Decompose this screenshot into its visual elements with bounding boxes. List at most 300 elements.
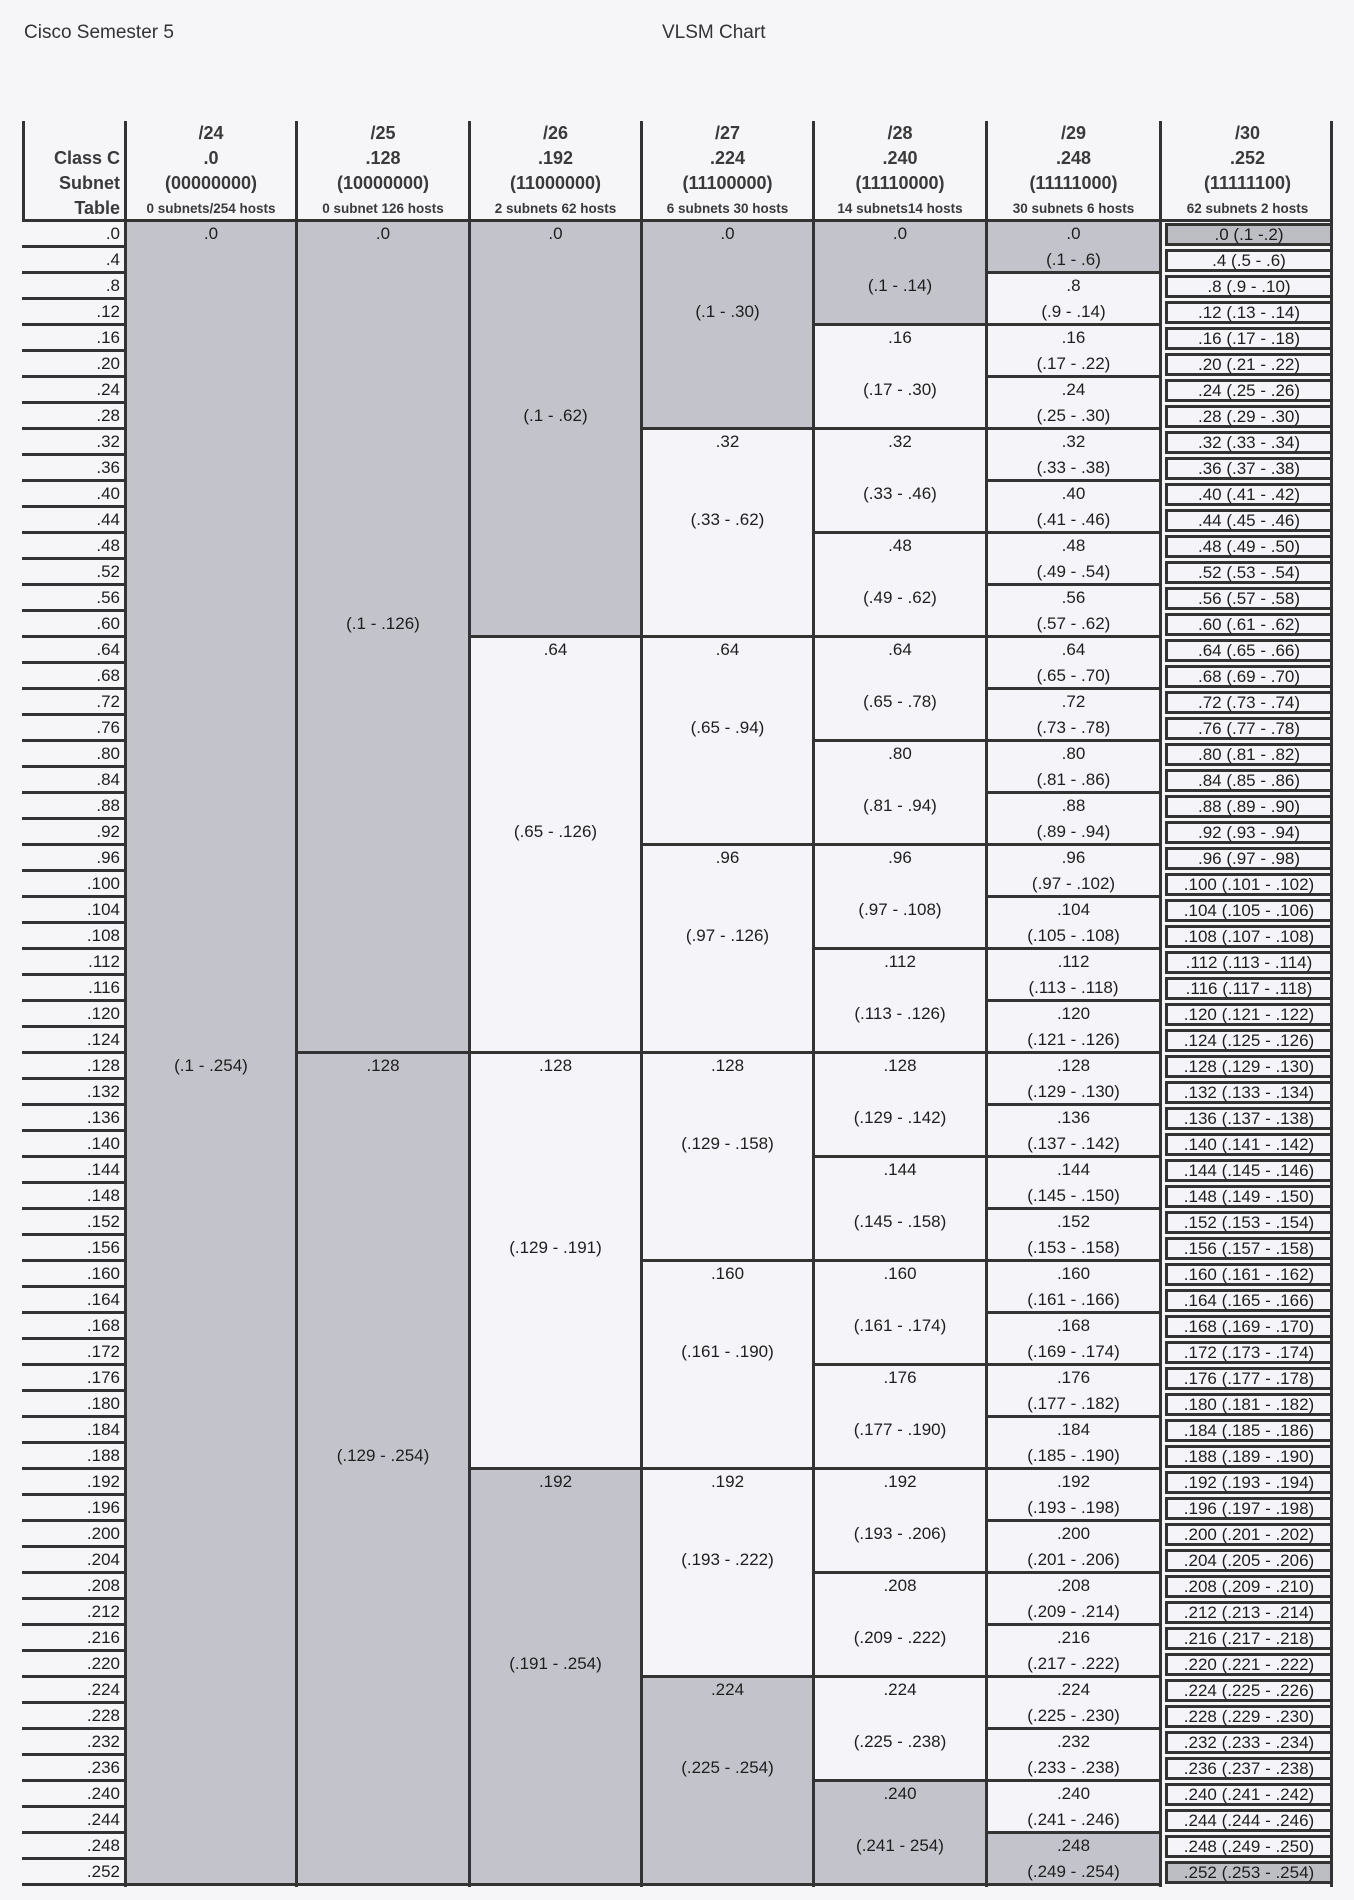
subnet-block bbox=[298, 222, 468, 1054]
subnet-address: .224 bbox=[883, 1680, 917, 1699]
subnet-block bbox=[815, 222, 985, 326]
subnet-cell: .16 (.17 - .18) bbox=[1165, 327, 1333, 350]
subnet-address: .32 bbox=[715, 432, 740, 451]
subnet-cell: .216 (.217 - .218) bbox=[1165, 1627, 1333, 1650]
subnet-cell: .100 (.101 - .102) bbox=[1165, 873, 1333, 896]
host-range: (.209 - .222) bbox=[853, 1628, 947, 1647]
document-header-left: Cisco Semester 5 bbox=[24, 22, 174, 43]
row-label: .224 bbox=[22, 1678, 124, 1704]
subnet-cell: .60 (.61 - .62) bbox=[1165, 613, 1333, 636]
host-range: (.185 - .190) bbox=[1027, 1446, 1120, 1465]
subnet-cell: .36 (.37 - .38) bbox=[1165, 457, 1333, 480]
subnet-block bbox=[988, 1574, 1159, 1626]
header-prefix: /25 bbox=[370, 123, 396, 143]
subnet-block bbox=[988, 1834, 1159, 1886]
subnet-address: .96 bbox=[888, 848, 912, 867]
subnet-block bbox=[815, 846, 985, 950]
row-label: .44 bbox=[22, 508, 124, 534]
host-range: (.193 - .206) bbox=[853, 1524, 947, 1543]
host-range: (.33 - .38) bbox=[1036, 458, 1111, 477]
header-mask: .192 bbox=[537, 148, 574, 168]
subnet-block bbox=[815, 430, 985, 534]
host-range: (.1 - .254) bbox=[174, 1056, 248, 1075]
row-label: .196 bbox=[22, 1496, 124, 1522]
label-line: Class C bbox=[53, 148, 120, 168]
subnet-cell: .192 (.193 - .194) bbox=[1165, 1471, 1333, 1494]
subnet-block bbox=[643, 638, 812, 846]
subnet-block bbox=[471, 222, 640, 638]
column-header-prefix-27 bbox=[640, 121, 812, 222]
subnet-block bbox=[815, 534, 985, 638]
column-body bbox=[295, 222, 468, 1887]
row-label: .192 bbox=[22, 1470, 124, 1496]
subnet-address: .64 bbox=[1061, 640, 1086, 659]
subnet-address: .40 bbox=[1061, 484, 1086, 503]
host-range: (.129 - .142) bbox=[853, 1108, 947, 1127]
row-label: .56 bbox=[22, 586, 124, 612]
row-label: .236 bbox=[22, 1756, 124, 1782]
host-range: (.225 - .230) bbox=[1027, 1706, 1120, 1725]
column-header-prefix-24 bbox=[124, 121, 295, 222]
row-label: .24 bbox=[22, 378, 124, 404]
subnet-cell: .104 (.105 - .106) bbox=[1165, 899, 1333, 922]
subnet-block bbox=[988, 1522, 1159, 1574]
row-label: .240 bbox=[22, 1782, 124, 1808]
subnet-address: .96 bbox=[715, 848, 740, 867]
subnet-block bbox=[988, 690, 1159, 742]
host-range: (.1 - .14) bbox=[867, 276, 933, 295]
host-range: (.81 - .94) bbox=[863, 796, 937, 815]
subnet-block bbox=[988, 586, 1159, 638]
row-label: .232 bbox=[22, 1730, 124, 1756]
host-range: (.217 - .222) bbox=[1027, 1654, 1120, 1673]
subnet-block bbox=[988, 898, 1159, 950]
header-binary: (11000000) bbox=[509, 173, 602, 193]
host-range: (.33 - .46) bbox=[863, 484, 937, 503]
subnet-address: .128 bbox=[366, 1056, 400, 1075]
subnet-cell: .236 (.237 - .238) bbox=[1165, 1757, 1333, 1780]
host-range: (.201 - .206) bbox=[1027, 1550, 1120, 1569]
subnet-cell: .52 (.53 - .54) bbox=[1165, 561, 1333, 584]
subnet-cell: .64 (.65 - .66) bbox=[1165, 639, 1333, 662]
row-label: .8 bbox=[22, 274, 124, 300]
subnet-cell: .248 (.249 - .250) bbox=[1165, 1835, 1333, 1858]
row-label: .248 bbox=[22, 1834, 124, 1860]
host-range: (.161 - .190) bbox=[681, 1342, 774, 1361]
subnet-cell: .136 (.137 - .138) bbox=[1165, 1107, 1333, 1130]
subnet-cell: .184 (.185 - .186) bbox=[1165, 1419, 1333, 1442]
subnet-address: .0 bbox=[1066, 224, 1081, 243]
row-labels-column bbox=[22, 222, 124, 1887]
subnet-block bbox=[815, 1158, 985, 1262]
header-prefix: /26 bbox=[542, 123, 569, 143]
subnet-block bbox=[643, 1054, 812, 1262]
header-info: 30 subnets 6 hosts bbox=[1012, 201, 1135, 216]
subnet-address: .24 bbox=[1061, 380, 1086, 399]
subnet-cell: .128 (.129 - .130) bbox=[1165, 1055, 1333, 1078]
column-body bbox=[640, 222, 812, 1887]
subnet-block bbox=[815, 742, 985, 846]
row-label: .120 bbox=[22, 1002, 124, 1028]
subnet-cell: .176 (.177 - .178) bbox=[1165, 1367, 1333, 1390]
subnet-block bbox=[988, 638, 1159, 690]
host-range: (.129 - .130) bbox=[1027, 1082, 1120, 1101]
subnet-cell: .204 (.205 - .206) bbox=[1165, 1549, 1333, 1572]
subnet-cell: .120 (.121 - .122) bbox=[1165, 1003, 1333, 1026]
host-range: (.105 - .108) bbox=[1027, 926, 1120, 945]
subnet-address: .240 bbox=[883, 1784, 917, 1803]
subnet-cell: .228 (.229 - .230) bbox=[1165, 1705, 1333, 1728]
subnet-address: .64 bbox=[543, 640, 568, 659]
subnet-address: .240 bbox=[1056, 1784, 1091, 1803]
subnet-block bbox=[815, 326, 985, 430]
host-range: (.241 - .246) bbox=[1027, 1810, 1120, 1829]
host-range: (.97 - .102) bbox=[1031, 874, 1116, 893]
subnet-address: .176 bbox=[1056, 1368, 1091, 1387]
row-label: .52 bbox=[22, 560, 124, 586]
row-label: .244 bbox=[22, 1808, 124, 1834]
subnet-address: .208 bbox=[883, 1576, 917, 1595]
subnet-cell: .32 (.33 - .34) bbox=[1165, 431, 1333, 454]
header-binary: (10000000) bbox=[336, 173, 430, 193]
row-label: .4 bbox=[22, 248, 124, 274]
subnet-cell: .220 (.221 - .222) bbox=[1165, 1653, 1333, 1676]
subnet-cell: .72 (.73 - .74) bbox=[1165, 691, 1333, 714]
subnet-block bbox=[988, 1418, 1159, 1470]
subnet-block bbox=[988, 950, 1159, 1002]
document-title: VLSM Chart bbox=[662, 22, 766, 43]
subnet-block bbox=[988, 482, 1159, 534]
host-range: (.249 - .254) bbox=[1027, 1862, 1120, 1881]
subnet-block bbox=[471, 1054, 640, 1470]
subnet-block bbox=[988, 1262, 1159, 1314]
subnet-block bbox=[988, 1366, 1159, 1418]
host-range: (.137 - .142) bbox=[1027, 1134, 1120, 1153]
subnet-block bbox=[471, 638, 640, 1054]
row-label: .116 bbox=[22, 976, 124, 1002]
header-binary: (11111000) bbox=[1029, 173, 1118, 193]
row-label: .176 bbox=[22, 1366, 124, 1392]
subnet-address: .248 bbox=[1056, 1836, 1091, 1855]
row-label: .124 bbox=[22, 1028, 124, 1054]
subnet-cell: .76 (.77 - .78) bbox=[1165, 717, 1333, 740]
host-range: (.1 - .126) bbox=[346, 614, 420, 633]
host-range: (.193 - .222) bbox=[681, 1550, 774, 1569]
subnet-block bbox=[643, 1678, 812, 1886]
row-label: .140 bbox=[22, 1132, 124, 1158]
row-label: .212 bbox=[22, 1600, 124, 1626]
row-label: .144 bbox=[22, 1158, 124, 1184]
host-range: (.113 - .118) bbox=[1028, 978, 1119, 997]
host-range: (.241 - 254) bbox=[856, 1836, 944, 1855]
table-label-header bbox=[22, 121, 124, 222]
row-label: .20 bbox=[22, 352, 124, 378]
subnet-block bbox=[643, 1262, 812, 1470]
header-mask: .224 bbox=[709, 148, 746, 168]
subnet-block bbox=[298, 1054, 468, 1886]
subnet-address: .160 bbox=[710, 1264, 745, 1283]
row-label: .28 bbox=[22, 404, 124, 430]
subnet-cell: .156 (.157 - .158) bbox=[1165, 1237, 1333, 1260]
subnet-address: .72 bbox=[1061, 692, 1086, 711]
host-range: (.73 - .78) bbox=[1036, 718, 1111, 737]
row-label: .216 bbox=[22, 1626, 124, 1652]
subnet-block bbox=[643, 430, 812, 638]
subnet-block bbox=[127, 222, 295, 1886]
row-label: .48 bbox=[22, 534, 124, 560]
subnet-address: .192 bbox=[1056, 1472, 1091, 1491]
subnet-block bbox=[988, 1470, 1159, 1522]
host-range: (.65 - .70) bbox=[1036, 666, 1111, 685]
host-range: (.209 - .214) bbox=[1027, 1602, 1120, 1621]
subnet-cell: .200 (.201 - .202) bbox=[1165, 1523, 1333, 1546]
subnet-cell: .108 (.107 - .108) bbox=[1165, 925, 1333, 948]
subnet-address: .200 bbox=[1056, 1524, 1091, 1543]
subnet-address: .152 bbox=[1056, 1212, 1091, 1231]
row-label: .168 bbox=[22, 1314, 124, 1340]
row-label: .188 bbox=[22, 1444, 124, 1470]
subnet-cell: .84 (.85 - .86) bbox=[1165, 769, 1333, 792]
host-range: (.41 - .46) bbox=[1036, 510, 1111, 529]
column-body bbox=[985, 222, 1159, 1887]
host-range: (.193 - .198) bbox=[1027, 1498, 1120, 1517]
subnet-cell: .244 (.244 - .246) bbox=[1165, 1809, 1333, 1832]
subnet-address: .16 bbox=[1061, 328, 1086, 347]
host-range: (.121 - .126) bbox=[1027, 1030, 1120, 1049]
header-prefix: /30 bbox=[1234, 123, 1261, 143]
row-label: .180 bbox=[22, 1392, 124, 1418]
subnet-cell: .12 (.13 - .14) bbox=[1165, 301, 1333, 324]
header-prefix: /24 bbox=[198, 123, 224, 143]
column-body bbox=[468, 222, 640, 1887]
subnet-address: .56 bbox=[1061, 588, 1086, 607]
subnet-block bbox=[988, 1626, 1159, 1678]
host-range: (.49 - .54) bbox=[1036, 562, 1111, 581]
host-range: (.169 - .174) bbox=[1027, 1342, 1120, 1361]
column-header-prefix-28 bbox=[812, 121, 985, 222]
subnet-cell: .224 (.225 - .226) bbox=[1165, 1679, 1333, 1702]
subnet-address: .176 bbox=[883, 1368, 917, 1387]
subnet-address: .64 bbox=[715, 640, 740, 659]
subnet-cell: .88 (.89 - .90) bbox=[1165, 795, 1333, 818]
subnet-cell: .164 (.165 - .166) bbox=[1165, 1289, 1333, 1312]
column-header-prefix-29 bbox=[985, 121, 1159, 222]
row-label: .132 bbox=[22, 1080, 124, 1106]
row-label: .136 bbox=[22, 1106, 124, 1132]
host-range: (.113 - .126) bbox=[854, 1004, 946, 1023]
label-line: Subnet bbox=[59, 173, 120, 193]
subnet-block bbox=[643, 846, 812, 1054]
subnet-address: .48 bbox=[888, 536, 912, 555]
header-info: 6 subnets 30 hosts bbox=[666, 201, 789, 216]
subnet-block bbox=[815, 1678, 985, 1782]
row-label: .104 bbox=[22, 898, 124, 924]
subnet-block bbox=[815, 638, 985, 742]
row-label: .108 bbox=[22, 924, 124, 950]
subnet-cell: .96 (.97 - .98) bbox=[1165, 847, 1333, 870]
subnet-address: .0 bbox=[375, 224, 391, 243]
row-label: .12 bbox=[22, 300, 124, 326]
subnet-address: .32 bbox=[1061, 432, 1086, 451]
subnet-address: .224 bbox=[710, 1680, 745, 1699]
subnet-cell: .68 (.69 - .70) bbox=[1165, 665, 1333, 688]
header-mask: .248 bbox=[1055, 148, 1092, 168]
subnet-cell: .116 (.117 - .118) bbox=[1165, 977, 1333, 1000]
subnet-block bbox=[815, 1262, 985, 1366]
subnet-cell: .188 (.189 - .190) bbox=[1165, 1445, 1333, 1468]
header-mask: .252 bbox=[1229, 148, 1266, 168]
subnet-address: .136 bbox=[1056, 1108, 1091, 1127]
header-binary: (11100000) bbox=[682, 173, 773, 193]
column-body bbox=[124, 222, 295, 1887]
header-info: 0 subnets/254 hosts bbox=[146, 201, 276, 216]
host-range: (.129 - .191) bbox=[509, 1238, 602, 1257]
header-info: 0 subnet 126 hosts bbox=[322, 201, 444, 216]
host-range: (.17 - .30) bbox=[863, 380, 937, 399]
subnet-block bbox=[815, 1366, 985, 1470]
row-label: .32 bbox=[22, 430, 124, 456]
subnet-cell: .112 (.113 - .114) bbox=[1165, 951, 1333, 974]
subnet-block bbox=[988, 1106, 1159, 1158]
subnet-cell: .0 (.1 -.2) bbox=[1165, 223, 1333, 246]
subnet-block bbox=[988, 1054, 1159, 1106]
subnet-block bbox=[988, 326, 1159, 378]
host-range: (.225 - .254) bbox=[681, 1758, 774, 1777]
host-range: (.97 - .108) bbox=[858, 900, 942, 919]
subnet-address: .16 bbox=[888, 328, 912, 347]
column-header-prefix-25 bbox=[295, 121, 468, 222]
row-label: .160 bbox=[22, 1262, 124, 1288]
subnet-address: .144 bbox=[883, 1160, 917, 1179]
subnet-cell: .168 (.169 - .170) bbox=[1165, 1315, 1333, 1338]
subnet-block bbox=[988, 1002, 1159, 1054]
row-label: .184 bbox=[22, 1418, 124, 1444]
header-prefix: /28 bbox=[887, 123, 913, 143]
subnet-cell: .132 (.133 - .134) bbox=[1165, 1081, 1333, 1104]
host-range: (.129 - .158) bbox=[681, 1134, 774, 1153]
header-binary: (11110000) bbox=[855, 173, 945, 193]
subnet-block bbox=[988, 378, 1159, 430]
row-label: .228 bbox=[22, 1704, 124, 1730]
subnet-cell: .152 (.153 - .154) bbox=[1165, 1211, 1333, 1234]
row-label: .100 bbox=[22, 872, 124, 898]
row-label: .88 bbox=[22, 794, 124, 820]
subnet-block bbox=[643, 222, 812, 430]
host-range: (.33 - .62) bbox=[690, 510, 765, 529]
subnet-address: .128 bbox=[883, 1056, 917, 1075]
subnet-address: .120 bbox=[1056, 1004, 1091, 1023]
header-mask: .0 bbox=[203, 148, 219, 168]
subnet-block bbox=[988, 1210, 1159, 1262]
subnet-block bbox=[815, 1574, 985, 1678]
subnet-address: .104 bbox=[1056, 900, 1091, 919]
host-range: (.1 - .30) bbox=[695, 302, 760, 321]
host-range: (.49 - .62) bbox=[863, 588, 937, 607]
host-range: (.225 - .238) bbox=[853, 1732, 947, 1751]
subnet-address: .8 bbox=[1066, 276, 1081, 295]
header-mask: .128 bbox=[365, 148, 401, 168]
row-label: .80 bbox=[22, 742, 124, 768]
row-label: .0 bbox=[22, 222, 124, 248]
row-label: .60 bbox=[22, 612, 124, 638]
subnet-cell: .24 (.25 - .26) bbox=[1165, 379, 1333, 402]
subnet-cell: .44 (.45 - .46) bbox=[1165, 509, 1333, 532]
row-label: .156 bbox=[22, 1236, 124, 1262]
subnet-address: .160 bbox=[1056, 1264, 1091, 1283]
host-range: (.233 - .238) bbox=[1027, 1758, 1120, 1777]
row-label: .128 bbox=[22, 1054, 124, 1080]
host-range: (.9 - .14) bbox=[1041, 302, 1106, 321]
subnet-block bbox=[988, 1782, 1159, 1834]
subnet-block bbox=[988, 430, 1159, 482]
subnet-cell: .148 (.149 - .150) bbox=[1165, 1185, 1333, 1208]
row-label: .68 bbox=[22, 664, 124, 690]
row-label: .148 bbox=[22, 1184, 124, 1210]
subnet-cell: .80 (.81 - .82) bbox=[1165, 743, 1333, 766]
subnet-address: .128 bbox=[710, 1056, 745, 1075]
subnet-block bbox=[815, 950, 985, 1054]
subnet-cell: .28 (.29 - .30) bbox=[1165, 405, 1333, 428]
host-range: (.97 - .126) bbox=[685, 926, 770, 945]
subnet-block bbox=[471, 1470, 640, 1886]
subnet-block bbox=[988, 222, 1159, 274]
host-range: (.177 - .190) bbox=[853, 1420, 947, 1439]
subnet-address: .192 bbox=[710, 1472, 745, 1491]
subnet-address: .0 bbox=[203, 224, 219, 243]
subnet-address: .128 bbox=[1056, 1056, 1091, 1075]
column-header-prefix-30 bbox=[1159, 121, 1333, 222]
host-range: (.57 - .62) bbox=[1036, 614, 1111, 633]
subnet-block bbox=[988, 1314, 1159, 1366]
subnet-address: .208 bbox=[1056, 1576, 1091, 1595]
subnet-cell: .208 (.209 - .210) bbox=[1165, 1575, 1333, 1598]
subnet-cell: .144 (.145 - .146) bbox=[1165, 1159, 1333, 1182]
subnet-cell: .20 (.21 - .22) bbox=[1165, 353, 1333, 376]
header-prefix: /27 bbox=[714, 123, 741, 143]
host-range: (.145 - .158) bbox=[853, 1212, 947, 1231]
subnet-cell: .4 (.5 - .6) bbox=[1165, 249, 1333, 272]
host-range: (.153 - .158) bbox=[1027, 1238, 1120, 1257]
host-range: (.17 - .22) bbox=[1036, 354, 1111, 373]
subnet-cell: .48 (.49 - .50) bbox=[1165, 535, 1333, 558]
host-range: (.89 - .94) bbox=[1036, 822, 1111, 841]
host-range: (.161 - .166) bbox=[1027, 1290, 1120, 1309]
row-label: .84 bbox=[22, 768, 124, 794]
subnet-cell: .252 (.253 - .254) bbox=[1165, 1861, 1333, 1884]
header-mask: .240 bbox=[882, 148, 918, 168]
subnet-address: .48 bbox=[1061, 536, 1086, 555]
subnet-cell: .124 (.125 - .126) bbox=[1165, 1029, 1333, 1052]
host-range: (.177 - .182) bbox=[1027, 1394, 1120, 1413]
vlsm-chart-table bbox=[22, 121, 1333, 1887]
row-label: .76 bbox=[22, 716, 124, 742]
header-prefix: /29 bbox=[1060, 123, 1087, 143]
row-label: .16 bbox=[22, 326, 124, 352]
subnet-address: .88 bbox=[1061, 796, 1086, 815]
subnet-address: .80 bbox=[1061, 744, 1086, 763]
subnet-block bbox=[988, 534, 1159, 586]
subnet-block bbox=[815, 1470, 985, 1574]
subnet-cell: .212 (.213 - .214) bbox=[1165, 1601, 1333, 1624]
subnet-cell: .140 (.141 - .142) bbox=[1165, 1133, 1333, 1156]
row-label: .164 bbox=[22, 1288, 124, 1314]
subnet-block bbox=[815, 1782, 985, 1886]
subnet-address: .0 bbox=[720, 224, 735, 243]
header-info: 62 subnets 2 hosts bbox=[1186, 201, 1309, 216]
row-label: .204 bbox=[22, 1548, 124, 1574]
row-label: .208 bbox=[22, 1574, 124, 1600]
row-label: .200 bbox=[22, 1522, 124, 1548]
